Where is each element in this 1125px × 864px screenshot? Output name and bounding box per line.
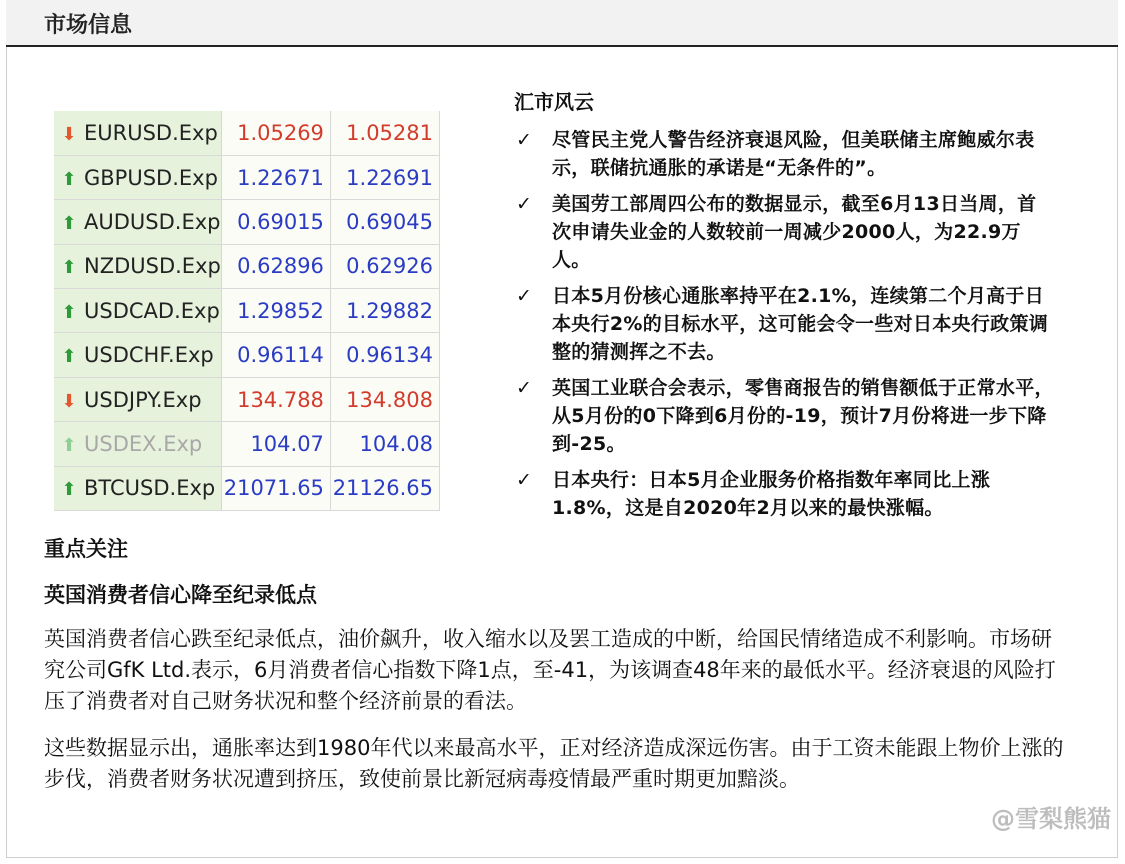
quote-row[interactable]: [54, 289, 440, 333]
arrow-down-icon: ⬇: [61, 123, 77, 145]
quote-ask: 1.05281: [330, 111, 439, 155]
section-title: 重点关注: [44, 537, 128, 561]
quote-symbol: NZDUSD.Exp: [84, 254, 221, 279]
quote-row[interactable]: [54, 244, 440, 288]
article-paragraph: 这些数据显示出，通胀率达到1980年代以来最高水平，正对经济造成深远伤害。由于工资未能跟上物价上涨的步伐，消费者财务状况遭到挤压，致使前景比新冠病毒疫情最严重时期更加黯淡。: [44, 736, 1064, 791]
quote-symbol: USDJPY.Exp: [84, 387, 202, 412]
quote-symbol: AUDUSD.Exp: [84, 209, 221, 234]
article-title: 英国消费者信心降至纪录低点: [44, 583, 317, 607]
check-icon: ✓: [516, 469, 533, 491]
watermark: @雪梨熊猫: [991, 805, 1111, 833]
check-icon: ✓: [516, 285, 533, 307]
news-item: [514, 466, 1054, 522]
quote-row[interactable]: [54, 377, 440, 421]
quote-bid: 1.22671: [221, 155, 330, 199]
quote-bid: 21071.65: [221, 466, 330, 510]
quote-ask: 104.08: [330, 422, 439, 466]
news-title: 汇市风云: [514, 90, 594, 114]
arrow-up-icon: ⬆: [61, 434, 77, 456]
quote-symbol-cell: [54, 333, 221, 377]
page-title: 市场信息: [44, 13, 133, 38]
news-item: [514, 190, 1054, 274]
arrow-down-icon: ⬇: [61, 390, 77, 412]
quote-symbol-cell: [54, 200, 221, 244]
quotes-table: [54, 111, 440, 511]
arrow-up-icon: ⬆: [61, 257, 77, 279]
quote-bid: 0.96114: [221, 333, 330, 377]
news-item: [514, 282, 1054, 366]
quote-ask: 0.69045: [330, 200, 439, 244]
quote-row[interactable]: [54, 155, 440, 199]
quote-symbol-cell: [54, 466, 221, 510]
news-item-text: 美国劳工部周四公布的数据显示，截至6月13日当周，首次申请失业金的人数较前一周减少2000人，为22.9万人。: [552, 193, 1037, 271]
quote-ask: 0.62926: [330, 244, 439, 288]
quote-ask: 134.808: [330, 377, 439, 421]
news-item-text: 英国工业联合会表示，零售商报告的销售额低于正常水平，从5月份的0下降到6月份的-19，预计7月份将进一步下降到-25。: [552, 377, 1054, 455]
quote-symbol-cell: [54, 155, 221, 199]
news-item: [514, 126, 1054, 182]
news-item-text: 尽管民主党人警告经济衰退风险，但美联储主席鲍威尔表示，联储抗通胀的承诺是“无条件的”。: [552, 129, 1035, 179]
quote-ask: 1.29882: [330, 289, 439, 333]
news-item-text: 日本央行：日本5月企业服务价格指数年率同比上涨1.8%，这是自2020年2月以来的最快涨幅。: [552, 469, 991, 519]
quote-symbol-cell: [54, 422, 221, 466]
news-item-text: 日本5月份核心通胀率持平在2.1%，连续第二个月高于日本央行2%的目标水平，这可能会令一些对日本央行政策调整的猜测挥之不去。: [552, 285, 1049, 363]
arrow-up-icon: ⬆: [61, 479, 77, 501]
quote-row[interactable]: [54, 466, 440, 510]
quote-row[interactable]: [54, 333, 440, 377]
arrow-up-icon: ⬆: [61, 168, 77, 190]
quote-ask: 0.96134: [330, 333, 439, 377]
quote-ask: 21126.65: [330, 466, 439, 510]
quote-bid: 0.62896: [221, 244, 330, 288]
quote-symbol-cell: [54, 111, 221, 155]
check-icon: ✓: [516, 377, 533, 399]
quote-symbol: USDCHF.Exp: [84, 343, 214, 368]
arrow-up-icon: ⬆: [61, 301, 77, 323]
quote-bid: 1.29852: [221, 289, 330, 333]
news-item: [514, 374, 1054, 458]
quote-ask: 1.22691: [330, 155, 439, 199]
arrow-up-icon: ⬆: [61, 212, 77, 234]
quote-symbol: USDEX.Exp: [84, 431, 203, 456]
quote-symbol: EURUSD.Exp: [84, 120, 218, 145]
news-list: [514, 126, 1054, 530]
quote-row[interactable]: [54, 200, 440, 244]
quote-row[interactable]: [54, 111, 440, 155]
quote-symbol-cell: [54, 377, 221, 421]
arrow-up-icon: ⬆: [61, 346, 77, 368]
header-bar: [6, 0, 1118, 47]
quote-bid: 134.788: [221, 377, 330, 421]
check-icon: ✓: [516, 129, 533, 151]
article-paragraph: 英国消费者信心跌至纪录低点，油价飙升，收入缩水以及罢工造成的中断，给国民情绪造成不利影响。市场研究公司GfK Ltd.表示，6月消费者信心指数下降1点，至-41，为该调查48年来的最低水平。经济衰退的风险打压了消费者对自己财务状况和整个经济前景的看法。: [44, 627, 1056, 713]
check-icon: ✓: [516, 193, 533, 215]
quote-row[interactable]: [54, 422, 440, 466]
quote-symbol: GBPUSD.Exp: [84, 165, 218, 190]
quote-bid: 0.69015: [221, 200, 330, 244]
quote-symbol-cell: [54, 244, 221, 288]
quote-symbol-cell: [54, 289, 221, 333]
quote-bid: 1.05269: [221, 111, 330, 155]
quote-symbol: USDCAD.Exp: [84, 298, 220, 323]
quote-symbol: BTCUSD.Exp: [84, 476, 216, 501]
quote-bid: 104.07: [221, 422, 330, 466]
